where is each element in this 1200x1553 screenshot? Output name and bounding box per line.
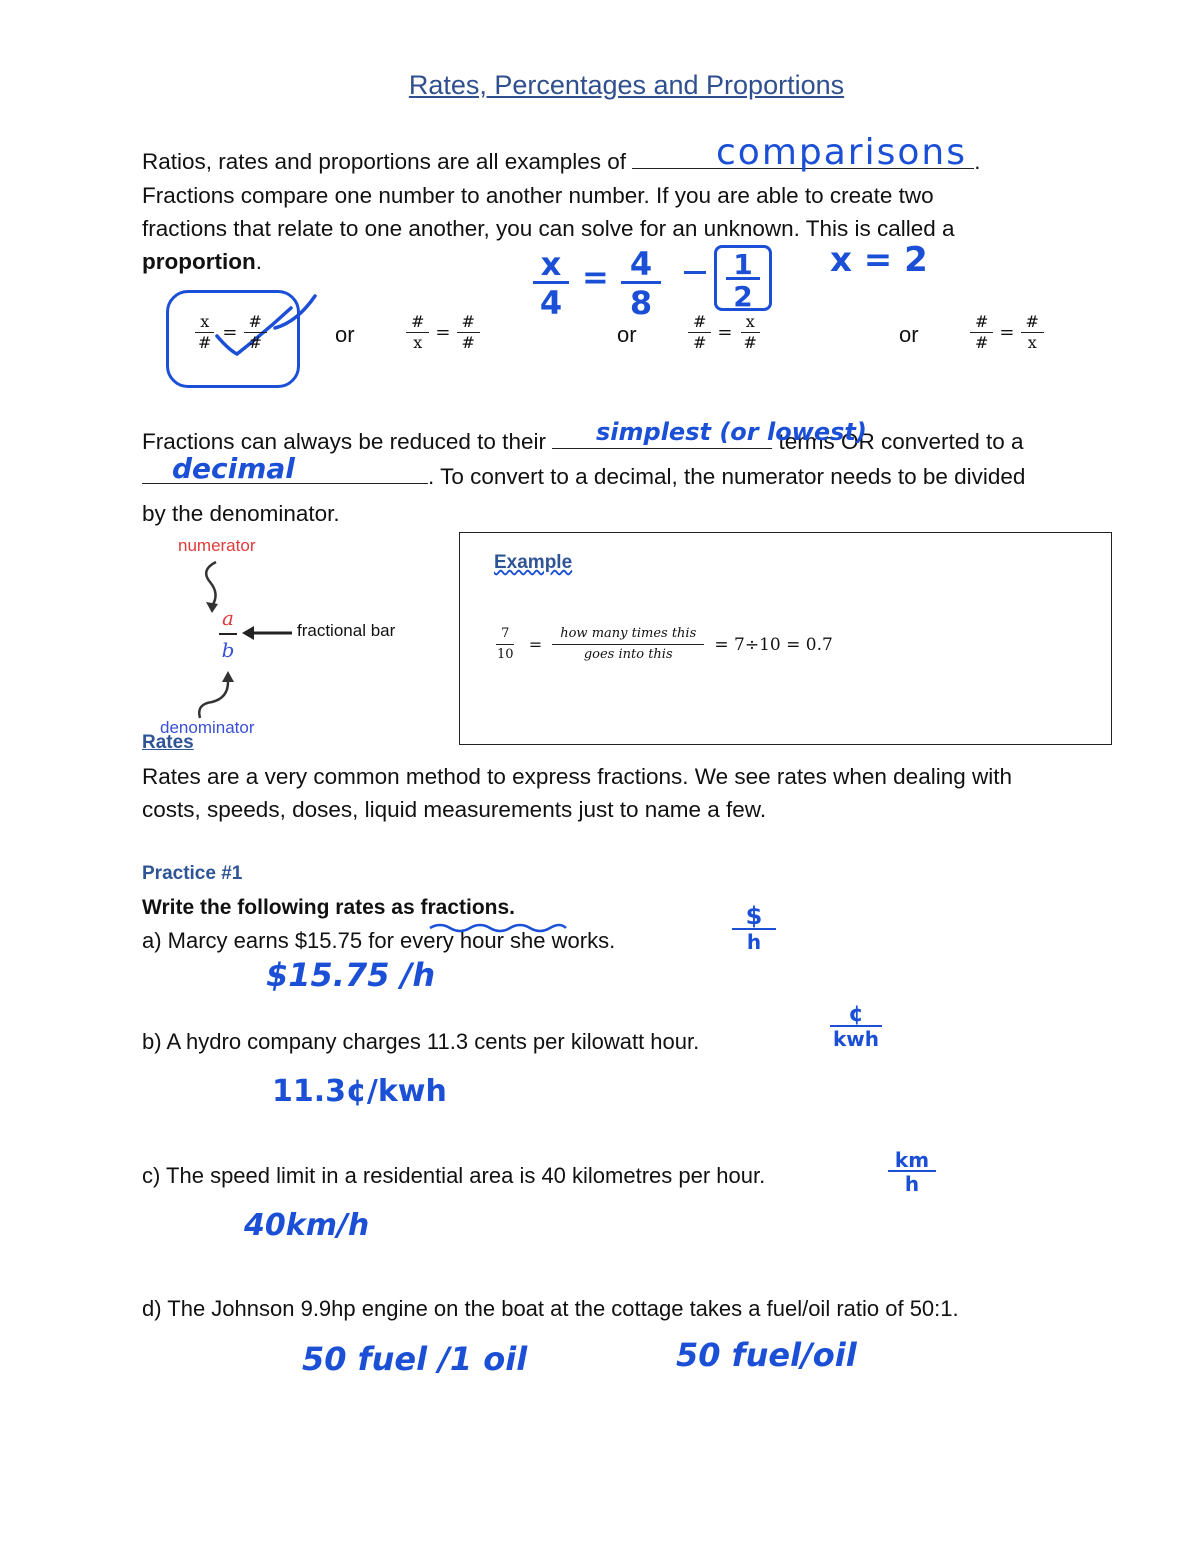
example-heading: Example	[494, 552, 573, 573]
proportion-form-3: $\frac{\#}{\#}$ = $\frac{x}{\#}$	[688, 312, 762, 353]
reduce-line-2-text: . To convert to a decimal, the numerator needs to be divided	[428, 464, 1026, 489]
intro-line-1-text: Ratios, rates and proportions are all examples of	[142, 149, 633, 174]
label-numerator: numerator	[178, 536, 256, 555]
form2-num-left: #	[406, 312, 429, 333]
hand-eight: 8	[621, 281, 661, 322]
intro-line-1-period: .	[974, 149, 981, 174]
unit-b-bottom: kwh	[830, 1025, 882, 1051]
hand-solution: x = 2	[830, 240, 928, 280]
letter-b: b	[221, 638, 235, 662]
example-bottom-text: goes into this	[583, 647, 673, 662]
rates-line-1: Rates are a very common method to express fractions. We see rates when dealing with	[142, 764, 1012, 789]
label-fractional-bar: fractional bar	[297, 621, 396, 640]
form2-num-right: #	[457, 312, 480, 333]
question-a: a) Marcy earns $15.75 for every hour she works.	[142, 928, 616, 953]
practice-heading: Practice #1	[142, 863, 243, 884]
hand-four: 4	[533, 281, 569, 322]
intro-line-2: Fractions compare one number to another number. If you are able to create two	[142, 183, 934, 208]
unit-a-bottom: h	[732, 928, 776, 954]
reduce-line-1-post: terms OR converted to a	[772, 429, 1024, 454]
form4-den-left: #	[975, 333, 989, 352]
example-num: 7	[496, 624, 514, 645]
example-den: 10	[497, 647, 514, 662]
form1-num-right: #	[244, 312, 267, 333]
curved-arrow-up-icon	[192, 668, 240, 724]
form3-den-right: #	[743, 333, 757, 352]
hand-x: x	[540, 245, 562, 283]
reduce-line-1-text: Fractions can always be reduced to their	[142, 429, 553, 454]
unit-c	[888, 1148, 936, 1196]
proportion-form-4: $\frac{\#}{\#}$ = $\frac{\#}{x}$	[970, 312, 1044, 353]
form4-num-left: #	[970, 312, 993, 333]
form2-den-left: x	[413, 333, 423, 352]
form4-den-right: x	[1027, 333, 1037, 352]
example-result: = 7÷10 = 0.7	[714, 634, 833, 655]
hand-equals-1: =	[582, 258, 609, 296]
example-top-text: how many times this	[552, 624, 704, 645]
example-equation	[492, 624, 833, 665]
unit-a	[732, 902, 776, 954]
or-label-1: or	[335, 322, 355, 347]
unit-b	[830, 1002, 882, 1051]
form1-den-left: #	[198, 333, 212, 352]
rates-heading: Rates	[142, 732, 194, 753]
answer-a: $15.75 /h	[266, 956, 436, 994]
answer-decimal: decimal	[172, 452, 295, 485]
fraction-bar	[219, 633, 237, 635]
intro-line-4	[142, 245, 262, 279]
form3-den-left: #	[693, 333, 707, 352]
proportion-form-2: $\frac{\#}{x}$ = $\frac{\#}{\#}$	[406, 312, 480, 353]
answer-d-2: 50 fuel/oil	[676, 1336, 857, 1374]
form2-den-right: #	[461, 333, 475, 352]
form3-num-left: #	[688, 312, 711, 333]
unit-b-top: ¢	[848, 1002, 864, 1027]
answer-simplest: simplest (or lowest)	[596, 418, 867, 446]
example-eq: =	[528, 635, 543, 654]
hand-dash	[684, 271, 706, 274]
or-label-3: or	[899, 322, 919, 347]
intro-line-3: fractions that relate to one another, you can solve for an unknown. This is called a	[142, 216, 955, 241]
page-title: Rates, Percentages and Proportions	[408, 70, 845, 100]
or-label-2: or	[617, 322, 637, 347]
reduce-line-3: by the denominator.	[142, 501, 340, 526]
hand-one: 1	[733, 248, 753, 281]
proportion-term: proportion	[142, 249, 256, 274]
answer-c: 40km/h	[244, 1208, 370, 1243]
form3-num-right: x	[741, 312, 760, 333]
rates-line-2: costs, speeds, doses, liquid measurements just to name a few.	[142, 797, 767, 822]
arrow-left-icon	[240, 624, 294, 642]
practice-instruction: Write the following rates as fractions.	[142, 896, 516, 919]
hand-four-num: 4	[629, 245, 653, 283]
question-d: d) The Johnson 9.9hp engine on the boat at the cottage takes a fuel/oil ratio of 50:1.	[142, 1296, 959, 1321]
question-b: b) A hydro company charges 11.3 cents per kilowatt hour.	[142, 1029, 700, 1054]
hand-two: 2	[726, 277, 760, 313]
proportion-form-1: $\frac{x}{\#}$ = $\frac{\#}{\#}$	[193, 312, 267, 353]
form1-num-left: x	[195, 312, 214, 333]
unit-c-top: km	[894, 1148, 930, 1172]
form1-den-right: #	[248, 333, 262, 352]
hand-frac-48	[621, 245, 661, 322]
form4-num-right: #	[1021, 312, 1044, 333]
answer-comparisons: comparisons	[716, 132, 967, 173]
hand-boxed-half	[714, 245, 772, 311]
answer-d-1: 50 fuel /1 oil	[302, 1340, 528, 1378]
unit-c-bottom: h	[888, 1170, 936, 1196]
intro-line-4-period: .	[255, 249, 262, 274]
label-denominator: denominator	[160, 718, 255, 737]
question-c: c) The speed limit in a residential area is 40 kilometres per hour.	[142, 1163, 766, 1188]
answer-b: 11.3¢/kwh	[272, 1074, 447, 1109]
hand-frac-x	[533, 245, 569, 322]
unit-a-top: $	[745, 902, 763, 930]
letter-a: a	[222, 606, 234, 630]
